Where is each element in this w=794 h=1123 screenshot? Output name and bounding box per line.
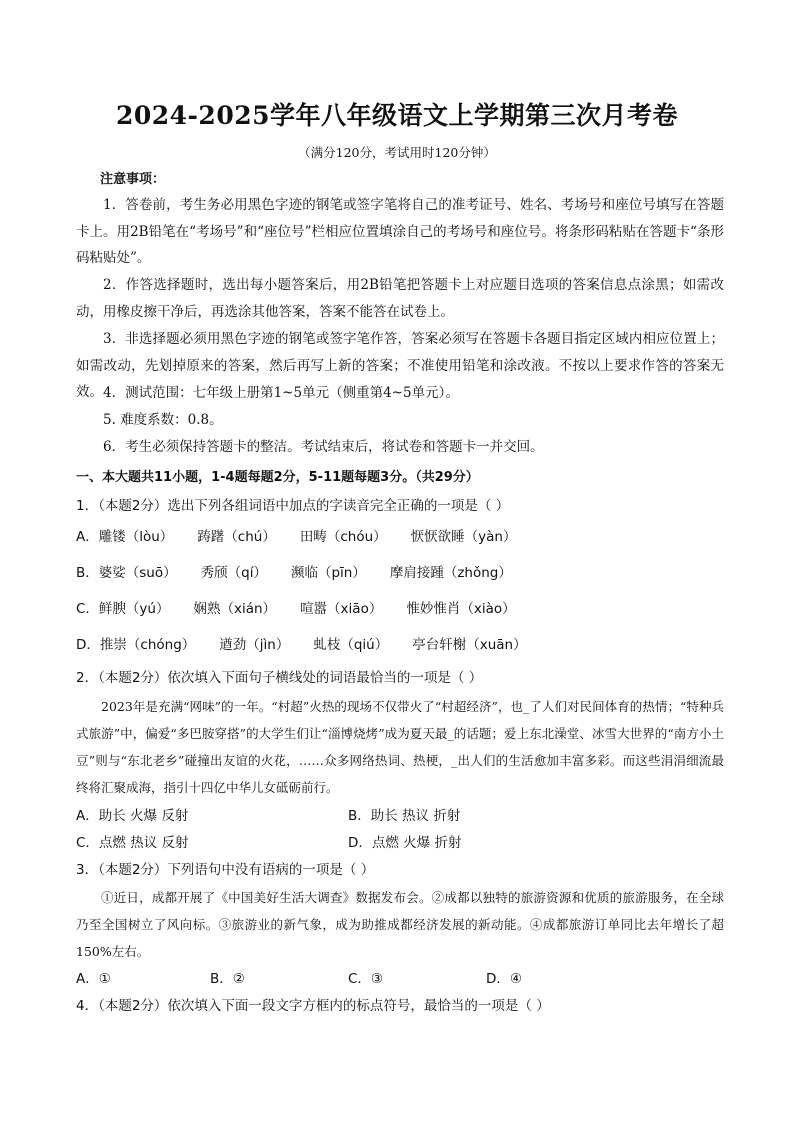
q2-option-d: D．点燃 火爆 折射 <box>348 835 462 851</box>
page-subtitle: （满分120分，考试用时120分钟） <box>298 145 496 160</box>
q1-option-a: A．雕镂（lòu） 踌躇（chú） 田畴（chóu） 恹恹欲睡（yàn） <box>76 529 517 545</box>
notice-item-4: 4．测试范围：七年级上册第1~5单元（侧重第4~5单元）。 <box>103 385 459 401</box>
question-3-passage: ①近日，成都开展了《中国美好生活大调查》数据发布会。②成都以独特的旅游资源和优质的旅游服务，在全球乃至全国树立了风向标。③旅游业的新气象，成为助推成都经济发展的新动能。④成都旅游订单同比去年增长了超150%左右。 <box>76 890 724 959</box>
question-2-stem: 2．（本题2分）依次填入下面句子横线处的词语最恰当的一项是（ ） <box>76 670 483 686</box>
q3-option-c: C．③ <box>348 971 384 987</box>
q3-option-d: D．④ <box>486 971 522 987</box>
question-4-stem: 4．（本题2分）依次填入下面一段文字方框内的标点符号，最恰当的一项是（ ） <box>76 998 550 1014</box>
q2-option-c: C．点燃 热议 反射 <box>76 835 189 851</box>
q2-option-b: B．助长 热议 折射 <box>348 808 461 824</box>
q3-option-b: B．② <box>210 971 245 987</box>
q1-option-b: B．婆娑（suō） 秀颀（qí） 濒临（pīn） 摩肩接踵（zhǒng） <box>76 565 512 581</box>
notice-item-6: 6．考生必须保持答题卡的整洁。考试结束后，将试卷和答题卡一并交回。 <box>103 439 544 455</box>
q3-option-a: A．① <box>76 971 111 987</box>
page-title: 2024-2025学年八年级语文上学期第三次月考卷 <box>115 101 679 130</box>
notice-item-2: 2．作答选择题时，选出每小题答案后，用2B铅笔把答题卡上对应题目选项的答案信息点涂黑；如需改动，用橡皮擦干净后，再选涂其他答案，答案不能答在试卷上。 <box>76 277 724 320</box>
notice-item-3: 3．非选择题必须用黑色字迹的钢笔或签字笔作答，答案必须写在答题卡各题目指定区域内相应位置上；如需改动，先划掉原来的答案，然后再写上新的答案；不准使用铅笔和涂改液。不按以上要求作答的答案无效。 <box>76 331 724 400</box>
q2-option-a: A．助长 火爆 反射 <box>76 808 189 824</box>
question-3-stem: 3．（本题2分）下列语句中没有语病的一项是（ ） <box>76 862 375 878</box>
question-2-passage: 2023年是充满“网味”的一年。“村超”火热的现场不仅带火了“村超经济”，也_了人们对民间体育的热情；“特种兵式旅游”中，偏爱“多巴胺穿搭”的大学生们让“淄博烧烤”成为夏天最_的话题；爱上东北澡堂、冰雪大世界的“南方小土豆”则与“东北老乡”碰撞出友谊的火花，……众多网络热词、热梗，_出人们的生活愈加丰富多彩。而这些涓涓细流最终将汇聚成海，指引十四亿中华儿女砥砺前行。 <box>76 699 724 795</box>
notice-item-1: 1．答卷前，考生务必用黑色字迹的钢笔或签字笔将自己的准考证号、姓名、考场号和座位号填写在答题卡上。用2B铅笔在“考场号”和“座位号”栏相应位置填涂自己的考场号和座位号。将条形码粘贴在答题卡“条形码粘贴处”。 <box>76 197 724 266</box>
notice-heading: 注意事项： <box>100 172 166 187</box>
section-heading: 一、本大题共11小题，1-4题每题2分，5-11题每题3分。（共29分） <box>76 470 479 485</box>
question-1-stem: 1．（本题2分）选出下列各组词语中加点的字读音完全正确的一项是（ ） <box>76 498 510 514</box>
q1-option-d: D．推崇（chóng） 遒劲（jìn） 虬枝（qiú） 亭台轩榭（xuān） <box>76 637 527 653</box>
notice-item-5: 5. 难度系数：0.8。 <box>103 412 223 428</box>
q1-option-c: C．鲜腴（yú） 娴熟（xián） 喧嚣（xiāo） 惟妙惟肖（xiào） <box>76 601 516 617</box>
